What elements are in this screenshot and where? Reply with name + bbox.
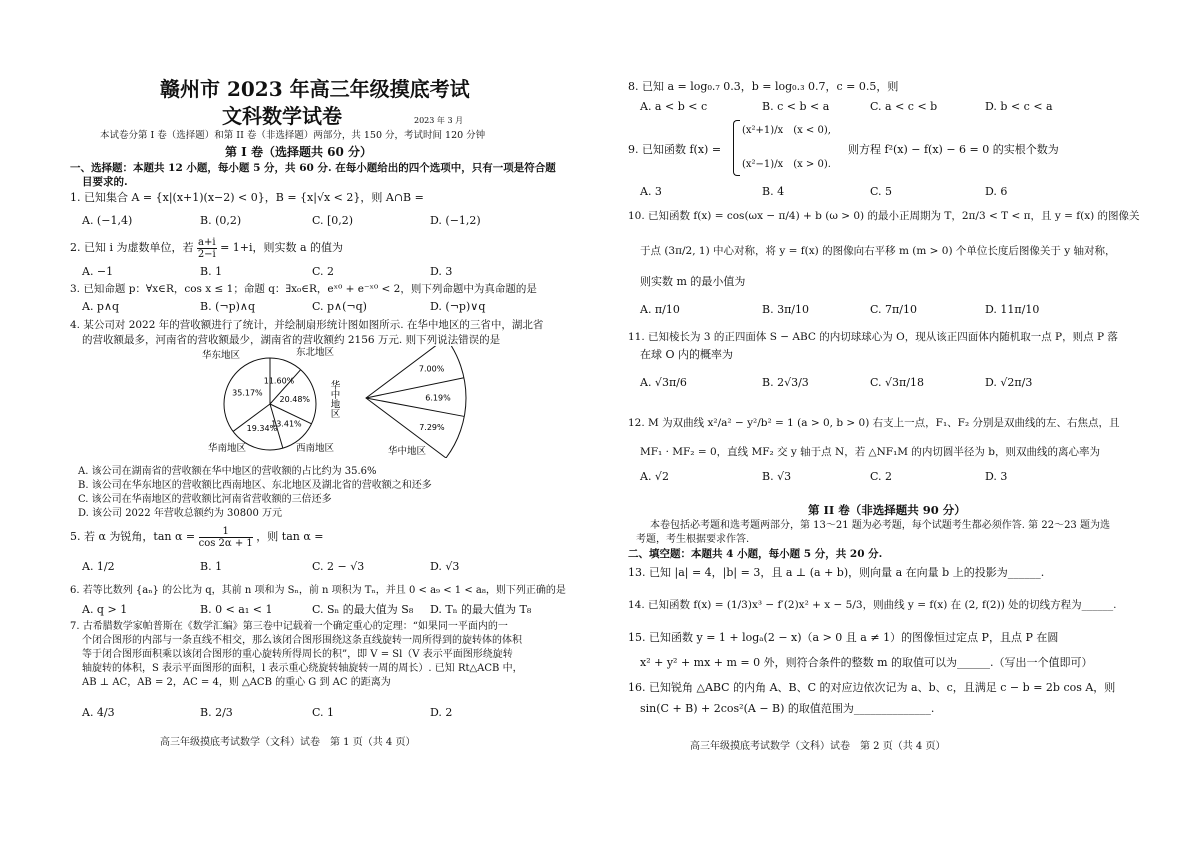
q1-option-c: C. [0,2) [312,214,354,227]
exam-page-2 [600,0,1200,848]
q11-option-d: D. √2π/3 [985,376,1033,389]
q5-option-a: A. 1/2 [82,560,115,573]
label-southwest: 西南地区 [296,443,335,454]
q6-option-c: C. Sₙ 的最大值为 S₈ [312,603,414,616]
main-pie-value-label: 11.60% [263,376,295,386]
part2-intro: 本卷包括必考题和选考题两部分，第 13～21 题为必考题，每个试题考生都必须作答. 第 22～23 题为选 [650,520,1110,531]
q2-option-a: A. −1 [82,265,114,278]
question-7-line5: AB ⊥ AC，AB = 2，AC = 4，则 △ACB 的重心 G 到 AC 的距离为 [82,677,391,688]
q5-denominator: cos 2α + 1 [198,537,253,549]
q6-option-b: B. 0 < a₁ < 1 [200,603,273,616]
q7-option-b: B. 2/3 [200,706,233,719]
exam-subtitle: 文科数学试卷 [222,104,342,128]
q12-option-a: A. √2 [640,470,669,483]
q4-option-d: D. 该公司 2022 年营收总额约为 30800 万元 [78,508,282,519]
label-central-vertical: 华中地区 [328,380,340,418]
q9-option-c: C. 5 [870,185,893,198]
q9-brace [733,120,740,176]
label-east-china: 华东地区 [202,350,241,361]
exam-date: 2023 年 3 月 [414,116,464,125]
question-15: 15. 已知函数 y = 1 + logₐ(2 − x)（a > 0 且 a ≠ 1）的图像恒过定点 P，且点 P 在圆 [628,631,1059,644]
q2-option-c: C. 2 [312,265,335,278]
sector-pie-outline [366,346,466,458]
q3-option-b: B. (¬p)∧q [200,300,256,313]
question-13: 13. 已知 |a| = 4，|b| = 3，且 a ⊥ (a + b)，则向量 a 在向量 b 上的投影为______. [628,566,1045,579]
q5-text-post: ，则 tan α = [256,530,324,543]
q2-text-post: = 1+i，则实数 a 的值为 [220,241,344,254]
q2-numerator: a+i [198,236,216,248]
question-5 [70,524,323,550]
revenue-pie-charts [198,346,488,458]
section1-heading-cont: 目要求的. [82,176,128,188]
main-pie-value-label: 35.17% [232,388,263,398]
q11-option-b: B. 2√3/3 [762,376,809,389]
q9-case-2: (x²−1)/x (x > 0). [742,159,831,170]
q5-option-d: D. √3 [430,560,460,573]
section2-heading: 二、填空题：本题共 4 小题，每小题 5 分，共 20 分. [628,548,883,560]
question-7-line4: 轴旋转的体积，S 表示平面图形的面积，l 表示重心绕旋转轴旋转一周的周长）. 已知 Rt△ACB 中， [82,663,523,674]
question-4: 4. 某公司对 2022 年的营收额进行了统计，并绘制扇形统计图如图所示. 在华中地区的三省中，湖北省 [70,319,544,331]
question-14: 14. 已知函数 f(x) = (1/3)x³ − f′(2)x² + x − 5/3，则曲线 y = f(x) 在 (2, f(2)) 处的切线方程为______. [628,599,1117,611]
q9-case-1: (x²+1)/x (x < 0), [742,125,831,136]
question-2 [70,236,343,260]
q3-option-c: C. p∧(¬q) [312,300,367,313]
q7-option-a: A. 4/3 [82,706,115,719]
q2-option-b: B. 1 [200,265,223,278]
q7-option-c: C. 1 [312,706,335,719]
q10-option-c: C. 7π/10 [870,303,917,316]
label-northeast: 东北地区 [296,347,335,358]
question-10-line2: 于点 (3π/2, 1) 中心对称，将 y = f(x) 的图像向右平移 m (m > 0) 个单位长度后图像关于 y 轴对称， [640,245,1116,257]
q9-option-b: B. 4 [762,185,785,198]
question-12: 12. M 为双曲线 x²/a² − y²/b² = 1 (a > 0, b > 0) 右支上一点，F₁、F₂ 分别是双曲线的左、右焦点，且 [628,417,1120,429]
sector-pie-value-label: 7.00% [418,364,445,374]
q5-option-c: C. 2 − √3 [312,560,365,573]
question-6: 6. 若等比数列 {aₙ} 的公比为 q，其前 n 项和为 Sₙ，前 n 项积为 Tₙ，并且 0 < a₉ < 1 < a₈，则下列正确的是 [70,585,566,596]
q1-option-a: A. (−1,4) [82,214,133,227]
question-7: 7. 古希腊数学家帕普斯在《数学汇编》第三卷中记载着一个确定重心的定理：“如果同一平面内的一 [70,621,508,632]
q1-option-d: D. (−1,2) [430,214,481,227]
q5-text-pre: 5. 若 α 为锐角，tan α = [70,530,196,543]
label-south-china: 华南地区 [208,443,247,454]
question-11: 11. 已知棱长为 3 的正四面体 S − ABC 的内切球球心为 O，现从该正四面体内随机取一点 P，则点 P 落 [628,331,1118,343]
question-12-line2: MF₁ · MF₂ = 0，直线 MF₂ 交 y 轴于点 N，若 △NF₁M 的内切圆半径为 b，则双曲线的离心率为 [640,446,1100,458]
question-7-line2: 个闭合图形的内部与一条直线不相交，那么该闭合图形围绕这条直线旋转一周所得到的旋转体的体积 [82,635,522,646]
q10-option-a: A. π/10 [640,303,680,316]
question-7-line3: 等于闭合图形面积乘以该闭合图形的重心旋转所得周长的积”，即 V = Sl（V 表示平面图形绕旋转 [82,649,513,660]
q2-option-d: D. 3 [430,265,453,278]
question-4-cont: 的营收额最多，河南省的营收额最少，湖南省的营收额约 2156 万元. 则下列说法错误的是 [82,334,501,346]
q10-option-d: D. 11π/10 [985,303,1040,316]
q11-option-a: A. √3π/6 [640,376,687,389]
page-footer-1: 高三年级摸底考试数学（文科）试卷 第 1 页（共 4 页） [160,737,416,748]
q6-option-d: D. Tₙ 的最大值为 T₈ [430,603,532,616]
q8-option-c: C. a < c < b [870,100,938,113]
question-15-line2: x² + y² + mx + m = 0 外，则符合条件的整数 m 的取值可以为______.（写出一个值即可） [640,656,1093,669]
question-16-line2: sin(C + B) + 2cos²(A − B) 的取值范围为______________. [640,702,935,715]
question-16: 16. 已知锐角 △ABC 的内角 A、B、C 的对应边依次记为 a、b、c，且满足 c − b = 2b cos A，则 [628,681,1116,694]
part2-title: 第 II 卷（非选择题共 90 分） [808,503,966,517]
question-10-line3: 则实数 m 的最小值为 [640,275,746,288]
question-10: 10. 已知函数 f(x) = cos(ωx − π/4) + b (ω > 0) 的最小正周期为 T，2π/3 < T < π，且 y = f(x) 的图像关 [628,210,1140,222]
q12-option-c: C. 2 [870,470,893,483]
label-central-china: 华中地区 [388,446,427,457]
q5-fraction [199,526,253,549]
part1-title: 第 I 卷（选择题共 60 分） [225,145,373,159]
q4-option-c: C. 该公司在华南地区的营收额比河南省营收额的三倍还多 [78,494,332,505]
q3-option-d: D. (¬p)∨q [430,300,486,313]
page-footer-2: 高三年级摸底考试数学（文科）试卷 第 2 页（共 4 页） [690,741,946,752]
q9-option-d: D. 6 [985,185,1008,198]
main-pie-value-label: 13.41% [271,419,302,429]
main-pie-value-label: 19.34% [246,423,278,433]
q4-option-b: B. 该公司在华东地区的营收额比西南地区、东北地区及湖北省的营收额之和还多 [78,480,432,491]
q10-option-b: B. 3π/10 [762,303,810,316]
main-pie-value-label: 20.48% [279,395,311,405]
question-3: 3. 已知命题 p：∀x∈R，cos x ≤ 1；命题 q：∃x₀∈R，eˣ⁰ + e⁻ˣ⁰ < 2，则下列命题中为真命题的是 [70,283,537,295]
exam-intro: 本试卷分第 I 卷（选择题）和第 II 卷（非选择题）两部分，共 150 分，考试时间 120 分钟 [100,130,486,141]
q8-option-b: B. c < b < a [762,100,830,113]
sector-pie-value-label: 6.19% [425,393,451,403]
question-1: 1. 已知集合 A = {x|(x+1)(x−2) < 0}，B = {x|√x < 2}，则 A∩B = [70,191,424,204]
part2-intro-cont: 考题，考生根据要求作答. [636,534,750,545]
central-china-sector-pie [366,346,466,458]
q7-option-d: D. 2 [430,706,453,719]
q4-option-a: A. 该公司在湖南省的营收额在华中地区的营收额的占比约为 35.6% [78,466,377,477]
q1-option-b: B. (0,2) [200,214,242,227]
sector-pie-value-label: 7.29% [419,422,445,432]
q12-option-d: D. 3 [985,470,1008,483]
q2-text-pre: 2. 已知 i 为虚数单位，若 [70,241,194,254]
question-9-pre: 9. 已知函数 f(x) = [628,143,722,156]
q11-option-c: C. √3π/18 [870,376,924,389]
q8-option-a: A. a < b < c [640,100,708,113]
q8-option-d: D. b < c < a [985,100,1053,113]
question-9-post: 则方程 f²(x) − f(x) − 6 = 0 的实根个数为 [848,143,1059,156]
exam-title: 赣州市 2023 年高三年级摸底考试 [160,77,470,101]
q5-option-b: B. 1 [200,560,223,573]
q6-option-a: A. q > 1 [82,603,128,616]
q2-denominator: 2−i [197,248,216,260]
question-8: 8. 已知 a = log₀.₇ 0.3，b = log₀.₃ 0.7，c = 0.5，则 [628,80,899,93]
question-11-line2: 在球 O 内的概率为 [640,348,734,361]
section1-heading: 一、选择题：本题共 12 小题，每小题 5 分，共 60 分. 在每小题给出的四个选项中，只有一项是符合题 [70,162,556,174]
q5-numerator: 1 [199,526,253,538]
q12-option-b: B. √3 [762,470,792,483]
q3-option-a: A. p∧q [82,300,120,313]
q2-fraction [197,237,217,260]
q9-option-a: A. 3 [640,185,662,198]
main-region-pie [224,358,316,450]
